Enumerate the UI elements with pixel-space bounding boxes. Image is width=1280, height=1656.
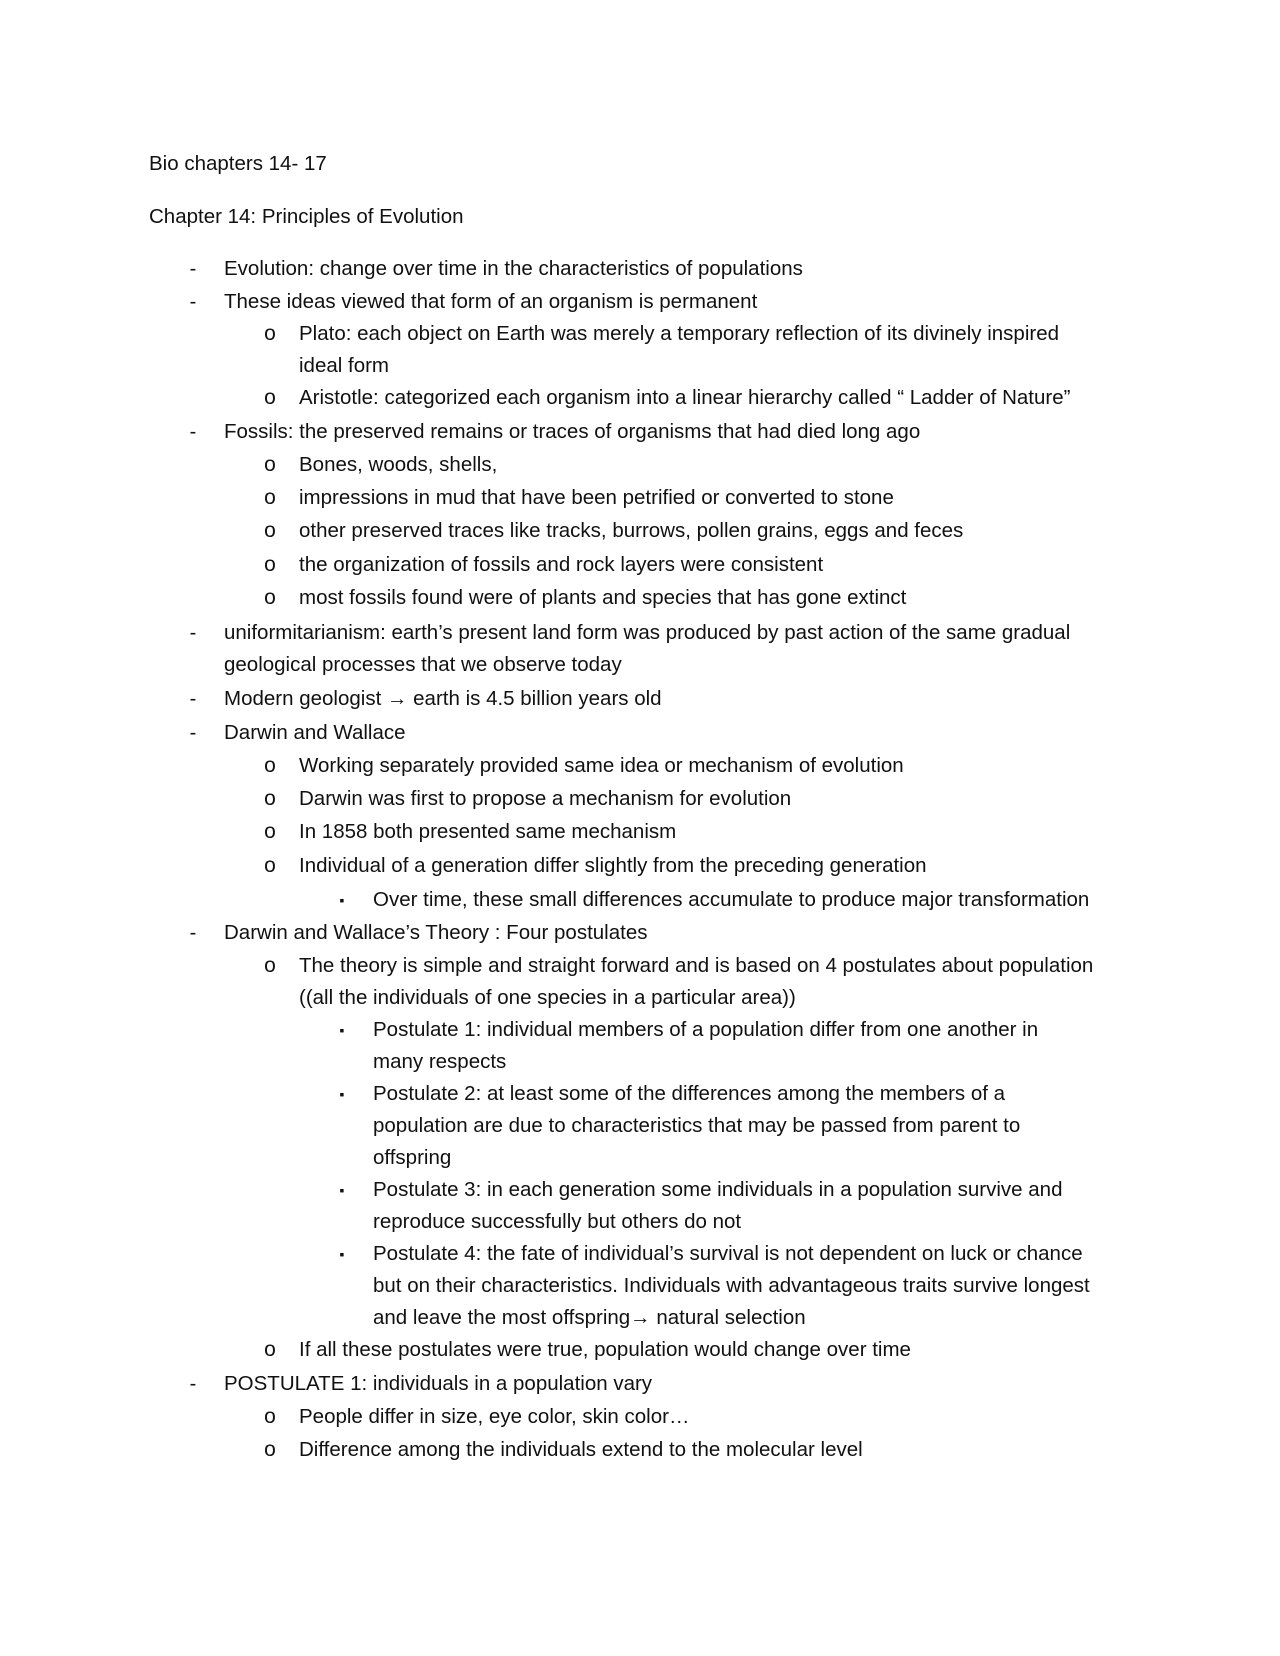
list-item-continuation: but on their characteristics. Individuals with advantageous traits survive longest bbox=[373, 1274, 1090, 1297]
list-item: Evolution: change over time in the characteristics of populations bbox=[224, 257, 803, 280]
square-bullet: ▪ bbox=[339, 1086, 345, 1102]
list-item-continuation: ((all the individuals of one species in a particular area)) bbox=[299, 986, 796, 1009]
list-item: Darwin and Wallace’s Theory : Four postulates bbox=[224, 921, 648, 944]
list-item: most fossils found were of plants and species that has gone extinct bbox=[299, 586, 907, 609]
list-item: other preserved traces like tracks, burrows, pollen grains, eggs and feces bbox=[299, 519, 964, 542]
list-item: Individual of a generation differ slightly from the preceding generation bbox=[299, 854, 927, 877]
list-item: Plato: each object on Earth was merely a temporary reflection of its divinely inspired bbox=[299, 322, 1060, 345]
list-item: Difference among the individuals extend to the molecular level bbox=[299, 1438, 863, 1461]
circle-bullet: o bbox=[264, 553, 276, 576]
circle-bullet: o bbox=[264, 453, 276, 476]
list-item: Postulate 4: the fate of individual’s survival is not dependent on luck or chance bbox=[373, 1242, 1083, 1265]
circle-bullet: o bbox=[264, 486, 276, 509]
list-item: the organization of fossils and rock layers were consistent bbox=[299, 553, 824, 576]
circle-bullet: o bbox=[264, 787, 276, 810]
circle-bullet: o bbox=[264, 1405, 276, 1428]
list-item: The theory is simple and straight forward and is based on 4 postulates about population bbox=[299, 954, 1094, 977]
list-item: Darwin was first to propose a mechanism for evolution bbox=[299, 787, 792, 810]
chapter-heading: Chapter 14: Principles of Evolution bbox=[149, 205, 464, 228]
list-item: Postulate 2: at least some of the differences among the members of a bbox=[373, 1082, 1006, 1105]
dash-bullet: - bbox=[189, 688, 197, 710]
square-bullet: ▪ bbox=[339, 1182, 345, 1198]
list-item: Working separately provided same idea or mechanism of evolution bbox=[299, 754, 904, 777]
list-item: If all these postulates were true, population would change over time bbox=[299, 1338, 911, 1361]
list-item: Aristotle: categorized each organism into a linear hierarchy called “ Ladder of Nature” bbox=[299, 386, 1071, 409]
dash-bullet: - bbox=[189, 291, 197, 313]
list-item-continuation: reproduce successfully but others do not bbox=[373, 1210, 742, 1233]
dash-bullet: - bbox=[189, 722, 197, 744]
list-item: Fossils: the preserved remains or traces of organisms that had died long ago bbox=[224, 420, 921, 443]
list-item: POSTULATE 1: individuals in a population vary bbox=[224, 1372, 653, 1395]
dash-bullet: - bbox=[189, 1373, 197, 1395]
list-item-continuation: offspring bbox=[373, 1146, 452, 1169]
circle-bullet: o bbox=[264, 322, 276, 345]
document-title: Bio chapters 14- 17 bbox=[149, 152, 327, 175]
circle-bullet: o bbox=[264, 519, 276, 542]
list-item: Over time, these small differences accumulate to produce major transformation bbox=[373, 888, 1090, 911]
list-item: Bones, woods, shells, bbox=[299, 453, 498, 476]
list-item-continuation: geological processes that we observe today bbox=[224, 653, 622, 676]
circle-bullet: o bbox=[264, 854, 276, 877]
list-item: These ideas viewed that form of an organism is permanent bbox=[224, 290, 758, 313]
square-bullet: ▪ bbox=[339, 1022, 345, 1038]
list-item-continuation: population are due to characteristics that may be passed from parent to bbox=[373, 1114, 1021, 1137]
list-item-continuation: many respects bbox=[373, 1050, 507, 1073]
list-item-continuation: and leave the most offspring→ natural selection bbox=[373, 1306, 806, 1329]
dash-bullet: - bbox=[189, 421, 197, 443]
circle-bullet: o bbox=[264, 1338, 276, 1361]
list-item: Postulate 1: individual members of a population differ from one another in bbox=[373, 1018, 1039, 1041]
list-item: In 1858 both presented same mechanism bbox=[299, 820, 677, 843]
list-item: People differ in size, eye color, skin color… bbox=[299, 1405, 690, 1428]
dash-bullet: - bbox=[189, 258, 197, 280]
circle-bullet: o bbox=[264, 586, 276, 609]
list-item: uniformitarianism: earth’s present land form was produced by past action of the same gradual bbox=[224, 621, 1071, 644]
circle-bullet: o bbox=[264, 386, 276, 409]
circle-bullet: o bbox=[264, 754, 276, 777]
square-bullet: ▪ bbox=[339, 1246, 345, 1262]
circle-bullet: o bbox=[264, 820, 276, 843]
dash-bullet: - bbox=[189, 622, 197, 644]
list-item: Modern geologist → earth is 4.5 billion years old bbox=[224, 687, 662, 710]
circle-bullet: o bbox=[264, 954, 276, 977]
list-item: Darwin and Wallace bbox=[224, 721, 406, 744]
square-bullet: ▪ bbox=[339, 892, 345, 908]
dash-bullet: - bbox=[189, 922, 197, 944]
list-item-continuation: ideal form bbox=[299, 354, 390, 377]
circle-bullet: o bbox=[264, 1438, 276, 1461]
list-item: Postulate 3: in each generation some individuals in a population survive and bbox=[373, 1178, 1063, 1201]
list-item: impressions in mud that have been petrified or converted to stone bbox=[299, 486, 894, 509]
